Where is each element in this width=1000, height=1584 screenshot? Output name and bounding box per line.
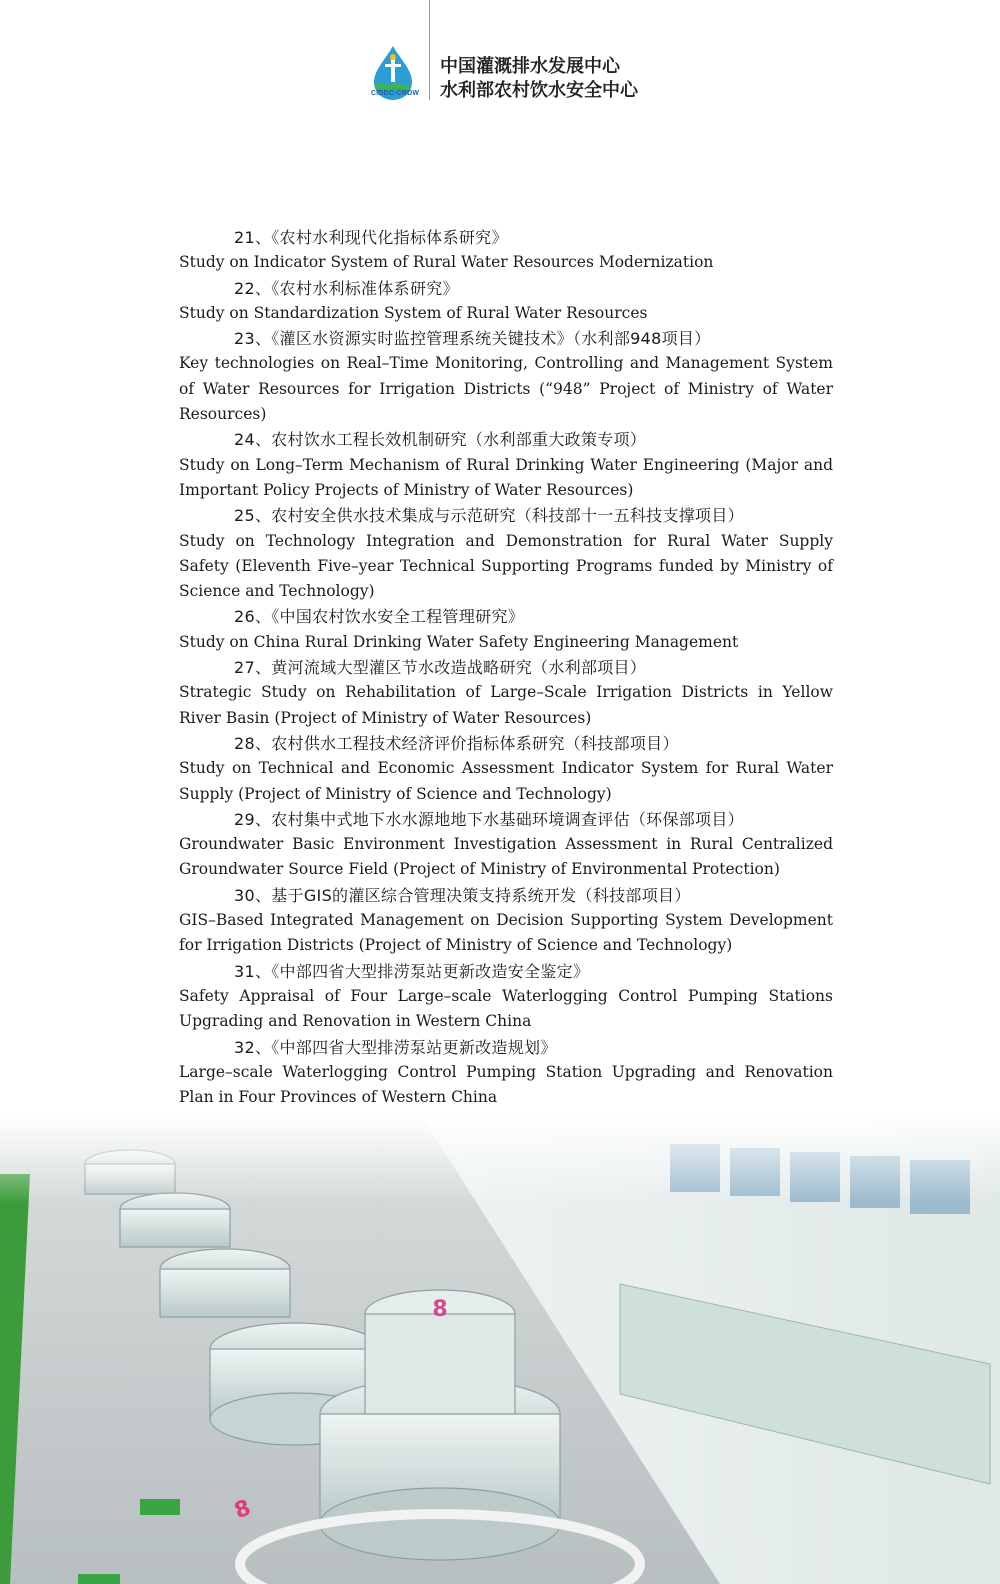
item-title-en: Study on Long–Term Mechanism of Rural Drinking Water Engineering (Major and Important Policy Projects of Ministry of Water Resources) <box>179 455 833 499</box>
item-title-en: Study on Indicator System of Rural Water Resources Modernization <box>179 253 714 272</box>
item-title-zh: 29、农村集中式地下水水源地地下水基础环境调查评估（环保部项目） <box>234 809 744 829</box>
list-item <box>179 1035 833 1111</box>
list-item <box>179 326 833 427</box>
project-list <box>179 225 833 1110</box>
item-title-en: Strategic Study on Rehabilitation of Large–Scale Irrigation Districts in Yellow River Basin (Project of Ministry of Water Resources) <box>179 683 833 727</box>
item-title-en: Study on Technology Integration and Demonstration for Rural Water Supply Safety (Eleventh Five–year Technical Supporting Programs funded by Ministry of Science and Technology) <box>179 531 833 601</box>
floor-unit-number: 8 <box>231 1495 255 1525</box>
item-title-zh: 25、农村安全供水技术集成与示范研究（科技部十一五科技支撑项目） <box>234 506 744 526</box>
item-title-zh: 32、《中部四省大型排涝泵站更新改造规划》 <box>234 1037 557 1057</box>
list-item <box>179 276 833 327</box>
list-item <box>179 604 833 655</box>
item-title-en: Groundwater Basic Environment Investigation Assessment in Rural Centralized Groundwater Source Field (Project of Ministry of Environmental Protection) <box>179 835 833 879</box>
list-item <box>179 655 833 731</box>
pumping-station-photo <box>0 1114 1000 1584</box>
item-title-en: Study on Standardization System of Rural Water Resources <box>179 303 648 322</box>
item-title-zh: 23、《灌区水资源实时监控管理系统关键技术》（水利部948项目） <box>234 329 711 349</box>
list-item <box>179 427 833 503</box>
item-title-zh: 24、农村饮水工程长效机制研究（水利部重大政策专项） <box>234 430 647 450</box>
item-title-en: GIS–Based Integrated Management on Decision Supporting System Development for Irrigation Districts (Project of Ministry of Science and Technology) <box>179 911 833 955</box>
pumping-station-illustration <box>0 1114 1000 1584</box>
list-item <box>179 503 833 604</box>
item-title-zh: 30、基于GIS的灌区综合管理决策支持系统开发（科技部项目） <box>234 885 691 905</box>
item-title-zh: 27、黄河流域大型灌区节水改造战略研究（水利部项目） <box>234 658 647 678</box>
item-title-en: Safety Appraisal of Four Large–scale Waterlogging Control Pumping Stations Upgrading and Renovation in Western China <box>179 986 833 1031</box>
item-title-zh: 31、《中部四省大型排涝泵站更新改造安全鉴定》 <box>234 961 590 981</box>
logo-caption: CIDDC·CRDW <box>370 90 420 97</box>
item-title-zh: 28、农村供水工程技术经济评价指标体系研究（科技部项目） <box>234 733 679 753</box>
item-title-en: Study on China Rural Drinking Water Safety Engineering Management <box>179 632 739 651</box>
item-title-en: Large–scale Waterlogging Control Pumping Station Upgrading and Renovation Plan in Four Provinces of Western China <box>179 1062 833 1107</box>
header-divider <box>429 0 430 100</box>
organization-name <box>440 55 638 103</box>
item-title-zh: 21、《农村水利现代化指标体系研究》 <box>234 228 508 247</box>
list-item <box>179 807 833 883</box>
list-item <box>179 225 833 276</box>
org-line-1: 中国灌溉排水发展中心 <box>440 56 620 77</box>
list-item <box>179 959 833 1035</box>
list-item <box>179 731 833 807</box>
org-line-2: 水利部农村饮水安全中心 <box>440 80 638 101</box>
list-item <box>179 883 833 959</box>
item-title-en: Study on Technical and Economic Assessment Indicator System for Rural Water Supply (Project of Ministry of Science and Technology) <box>179 759 833 803</box>
item-title-en: Key technologies on Real–Time Monitoring, Controlling and Management System of Water Resources for Irrigation Districts (“948” Project of Ministry of Water Resources) <box>179 354 833 424</box>
item-title-zh: 26、《中国农村饮水安全工程管理研究》 <box>234 607 525 627</box>
unit-number: 8 <box>432 1297 448 1322</box>
item-title-zh: 22、《农村水利标准体系研究》 <box>234 278 459 298</box>
